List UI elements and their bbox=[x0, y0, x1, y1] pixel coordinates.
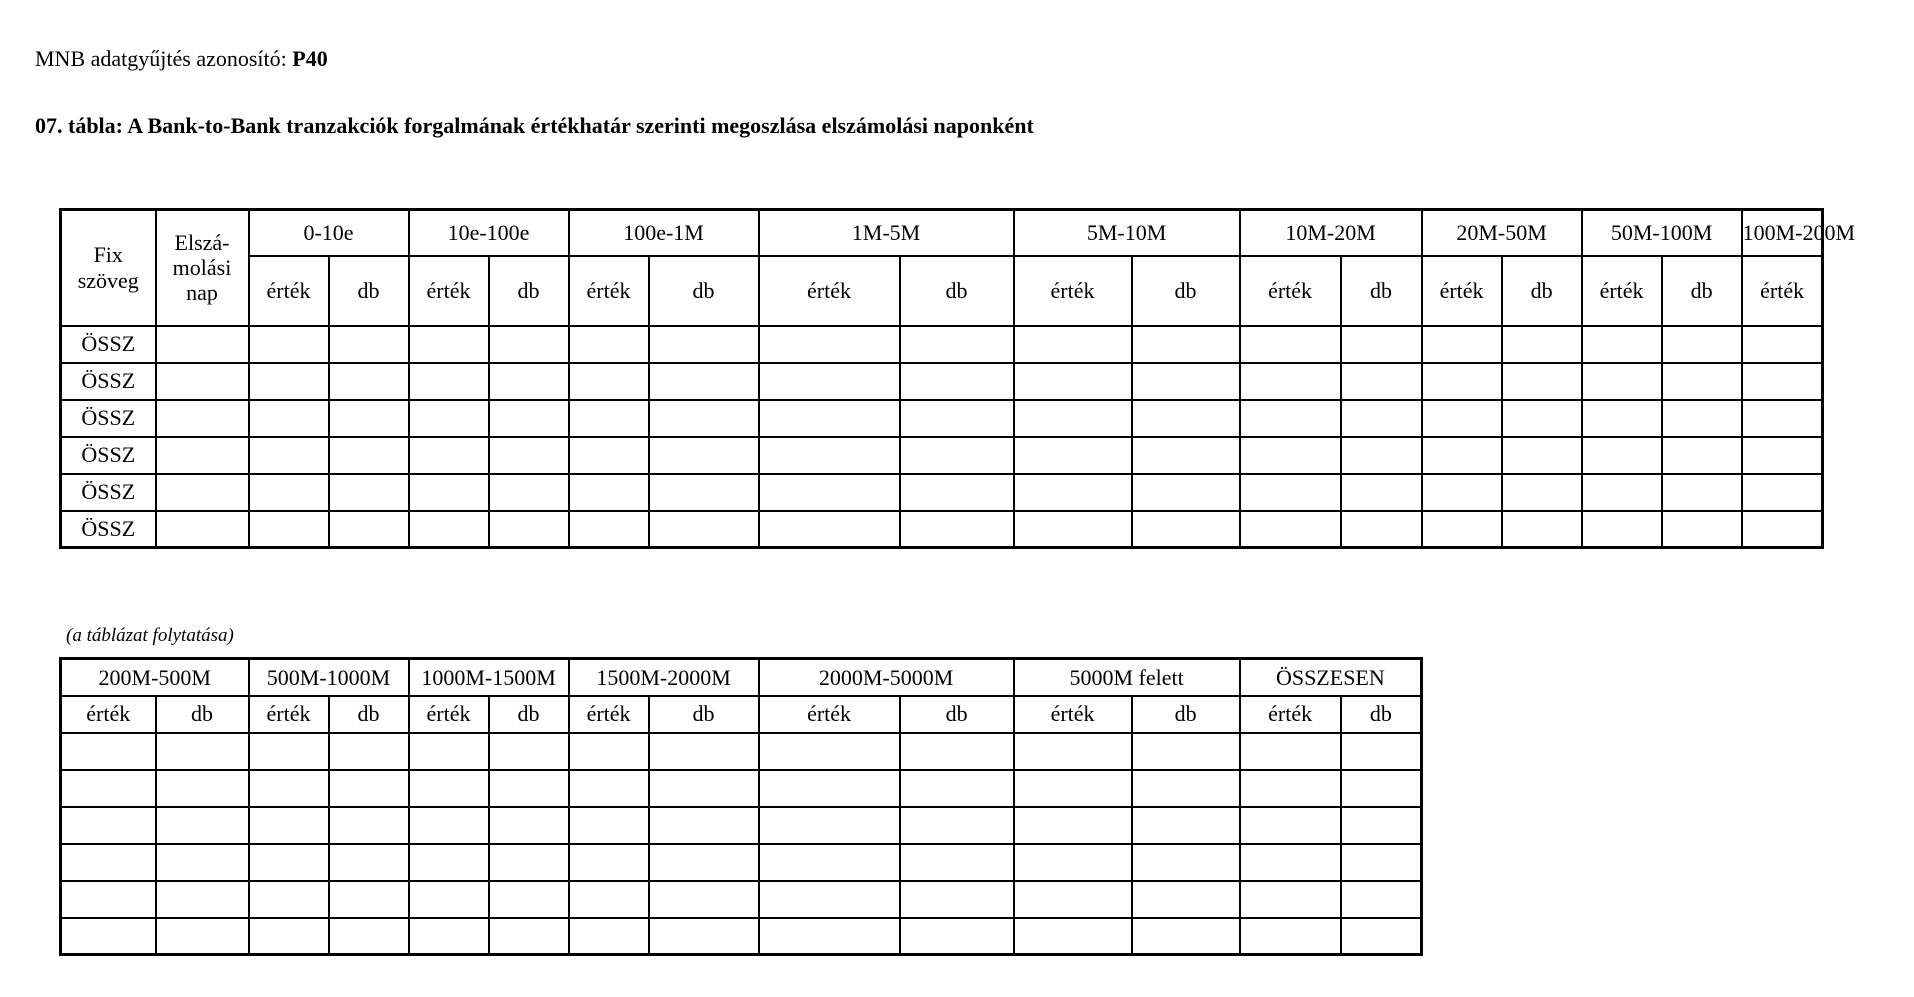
data-cell[interactable] bbox=[489, 437, 569, 474]
data-collection-id-code: P40 bbox=[292, 46, 328, 71]
value-range-header: 0-10e bbox=[249, 210, 409, 256]
data-cell[interactable] bbox=[569, 511, 649, 548]
data-cell[interactable] bbox=[569, 881, 649, 918]
data-cell[interactable] bbox=[156, 326, 249, 363]
data-cell[interactable] bbox=[249, 437, 329, 474]
data-cell[interactable] bbox=[156, 363, 249, 400]
data-cell[interactable] bbox=[1132, 918, 1240, 955]
data-cell[interactable] bbox=[1132, 511, 1240, 548]
data-cell[interactable] bbox=[900, 363, 1014, 400]
value-range-header: 100e-1M bbox=[569, 210, 759, 256]
data-cell[interactable] bbox=[156, 918, 249, 955]
data-cell[interactable] bbox=[900, 881, 1014, 918]
data-cell[interactable] bbox=[1582, 400, 1662, 437]
data-cell[interactable] bbox=[1341, 437, 1422, 474]
data-cell[interactable] bbox=[569, 844, 649, 881]
table-row bbox=[61, 918, 1422, 955]
data-cell[interactable] bbox=[249, 733, 329, 770]
data-cell[interactable] bbox=[1422, 474, 1502, 511]
data-cell[interactable] bbox=[409, 844, 489, 881]
data-cell[interactable] bbox=[759, 807, 900, 844]
data-cell[interactable] bbox=[1132, 400, 1240, 437]
value-range-header: 1M-5M bbox=[759, 210, 1014, 256]
header-row bbox=[61, 210, 1823, 256]
table-row bbox=[61, 807, 1422, 844]
data-cell[interactable] bbox=[900, 400, 1014, 437]
data-cell[interactable] bbox=[329, 511, 409, 548]
value-range-header: 100M-200M bbox=[1742, 210, 1823, 256]
data-cell[interactable] bbox=[489, 511, 569, 548]
data-cell[interactable] bbox=[1341, 881, 1422, 918]
data-cell[interactable] bbox=[1240, 511, 1341, 548]
data-cell[interactable] bbox=[649, 770, 759, 807]
data-cell[interactable] bbox=[409, 363, 489, 400]
data-cell[interactable] bbox=[489, 807, 569, 844]
data-cell[interactable] bbox=[409, 807, 489, 844]
data-cell[interactable] bbox=[569, 474, 649, 511]
data-cell[interactable] bbox=[1132, 733, 1240, 770]
data-cell[interactable] bbox=[489, 918, 569, 955]
data-cell[interactable] bbox=[1422, 511, 1502, 548]
row-label: ÖSSZ bbox=[61, 474, 156, 511]
data-cell[interactable] bbox=[249, 918, 329, 955]
sub-header-count: db bbox=[900, 696, 1014, 733]
table-row bbox=[61, 400, 1823, 437]
data-cell[interactable] bbox=[329, 400, 409, 437]
data-cell[interactable] bbox=[409, 400, 489, 437]
continuation-table bbox=[59, 657, 1423, 956]
data-cell[interactable] bbox=[489, 326, 569, 363]
data-cell[interactable] bbox=[1422, 400, 1502, 437]
value-range-header: 10M-20M bbox=[1240, 210, 1422, 256]
sub-header-count: db bbox=[649, 256, 759, 326]
data-cell[interactable] bbox=[156, 807, 249, 844]
data-cell[interactable] bbox=[649, 363, 759, 400]
data-cell[interactable] bbox=[900, 437, 1014, 474]
data-cell[interactable] bbox=[1502, 474, 1582, 511]
data-cell[interactable] bbox=[409, 770, 489, 807]
sub-header-value: érték bbox=[409, 696, 489, 733]
data-cell[interactable] bbox=[900, 918, 1014, 955]
data-cell[interactable] bbox=[1341, 733, 1422, 770]
data-cell[interactable] bbox=[409, 733, 489, 770]
sub-header-count: db bbox=[649, 696, 759, 733]
data-cell[interactable] bbox=[1132, 437, 1240, 474]
table-row bbox=[61, 326, 1823, 363]
data-cell[interactable] bbox=[649, 437, 759, 474]
data-cell[interactable] bbox=[156, 770, 249, 807]
sub-header-value: érték bbox=[409, 256, 489, 326]
data-cell[interactable] bbox=[900, 474, 1014, 511]
data-cell[interactable] bbox=[156, 437, 249, 474]
row-label: ÖSSZ bbox=[61, 326, 156, 363]
data-cell[interactable] bbox=[900, 770, 1014, 807]
data-cell[interactable] bbox=[409, 437, 489, 474]
data-cell[interactable] bbox=[1582, 474, 1662, 511]
table-row bbox=[61, 363, 1823, 400]
data-cell[interactable] bbox=[1341, 363, 1422, 400]
data-cell[interactable] bbox=[489, 844, 569, 881]
data-cell[interactable] bbox=[759, 400, 900, 437]
data-cell[interactable] bbox=[1742, 326, 1823, 363]
main-table bbox=[59, 208, 1856, 549]
data-cell[interactable] bbox=[759, 474, 900, 511]
data-cell[interactable] bbox=[1502, 437, 1582, 474]
data-cell[interactable] bbox=[569, 437, 649, 474]
data-cell[interactable] bbox=[759, 733, 900, 770]
table-row bbox=[61, 733, 1422, 770]
data-cell[interactable] bbox=[249, 770, 329, 807]
value-range-header: 200M-500M bbox=[61, 659, 249, 696]
value-range-header: 2000M-5000M bbox=[759, 659, 1014, 696]
data-cell[interactable] bbox=[649, 844, 759, 881]
data-cell[interactable] bbox=[1662, 326, 1742, 363]
data-cell[interactable] bbox=[1132, 844, 1240, 881]
table-row bbox=[61, 511, 1823, 548]
row-label: ÖSSZ bbox=[61, 511, 156, 548]
data-cell[interactable] bbox=[329, 326, 409, 363]
data-cell[interactable] bbox=[649, 474, 759, 511]
row-label: ÖSSZ bbox=[61, 363, 156, 400]
data-cell[interactable] bbox=[409, 326, 489, 363]
data-cell[interactable] bbox=[759, 511, 900, 548]
data-cell[interactable] bbox=[569, 770, 649, 807]
data-cell[interactable] bbox=[1662, 400, 1742, 437]
data-cell[interactable] bbox=[1014, 363, 1132, 400]
data-cell[interactable] bbox=[569, 807, 649, 844]
data-cell[interactable] bbox=[249, 363, 329, 400]
table-row bbox=[61, 437, 1823, 474]
data-cell[interactable] bbox=[1742, 363, 1823, 400]
data-cell[interactable] bbox=[1662, 437, 1742, 474]
sub-header-count: db bbox=[1132, 696, 1240, 733]
data-cell[interactable] bbox=[1014, 844, 1132, 881]
value-range-header: 500M-1000M bbox=[249, 659, 409, 696]
data-cell[interactable] bbox=[409, 881, 489, 918]
data-cell[interactable] bbox=[649, 400, 759, 437]
data-cell[interactable] bbox=[1341, 844, 1422, 881]
data-cell[interactable] bbox=[1662, 511, 1742, 548]
data-cell[interactable] bbox=[1240, 474, 1341, 511]
data-cell[interactable] bbox=[649, 511, 759, 548]
data-cell[interactable] bbox=[329, 770, 409, 807]
subheader-row bbox=[61, 696, 1422, 733]
data-cell[interactable] bbox=[1582, 437, 1662, 474]
data-cell[interactable] bbox=[1662, 363, 1742, 400]
data-cell[interactable] bbox=[569, 400, 649, 437]
data-cell[interactable] bbox=[249, 807, 329, 844]
data-cell[interactable] bbox=[1240, 437, 1341, 474]
data-cell[interactable] bbox=[1742, 511, 1823, 548]
data-cell[interactable] bbox=[61, 881, 156, 918]
data-cell[interactable] bbox=[489, 881, 569, 918]
sub-header-count: db bbox=[489, 696, 569, 733]
data-cell[interactable] bbox=[569, 733, 649, 770]
data-cell[interactable] bbox=[1240, 733, 1341, 770]
data-cell[interactable] bbox=[1582, 363, 1662, 400]
data-cell[interactable] bbox=[489, 474, 569, 511]
value-range-header: 5000M felett bbox=[1014, 659, 1240, 696]
data-cell[interactable] bbox=[1132, 881, 1240, 918]
sub-header-count: db bbox=[900, 256, 1014, 326]
data-cell[interactable] bbox=[1014, 511, 1132, 548]
data-cell[interactable] bbox=[1014, 400, 1132, 437]
data-cell[interactable] bbox=[1132, 807, 1240, 844]
data-cell[interactable] bbox=[249, 326, 329, 363]
data-cell[interactable] bbox=[249, 881, 329, 918]
data-cell[interactable] bbox=[649, 881, 759, 918]
row-label: ÖSSZ bbox=[61, 400, 156, 437]
data-collection-id-label: MNB adatgyűjtés azonosító: bbox=[35, 46, 287, 71]
subheader-row bbox=[61, 256, 1823, 326]
table-title: 07. tábla: A Bank-to-Bank tranzakciók forgalmának értékhatár szerinti megoszlása elszámolási naponként bbox=[35, 113, 1034, 138]
data-cell[interactable] bbox=[156, 511, 249, 548]
data-cell[interactable] bbox=[900, 326, 1014, 363]
data-cell[interactable] bbox=[1341, 511, 1422, 548]
data-cell[interactable] bbox=[156, 881, 249, 918]
data-cell[interactable] bbox=[329, 474, 409, 511]
value-range-header: 5M-10M bbox=[1014, 210, 1240, 256]
value-range-header: 20M-50M bbox=[1422, 210, 1582, 256]
data-cell[interactable] bbox=[1240, 807, 1341, 844]
data-cell[interactable] bbox=[1014, 918, 1132, 955]
data-cell[interactable] bbox=[329, 363, 409, 400]
sub-header-value: érték bbox=[1582, 256, 1662, 326]
value-range-header: ÖSSZESEN bbox=[1240, 659, 1422, 696]
data-cell[interactable] bbox=[1240, 881, 1341, 918]
data-cell[interactable] bbox=[569, 918, 649, 955]
sub-header-count: db bbox=[329, 256, 409, 326]
data-cell[interactable] bbox=[61, 770, 156, 807]
data-cell[interactable] bbox=[249, 511, 329, 548]
sub-header-value: érték bbox=[249, 256, 329, 326]
data-cell[interactable] bbox=[489, 400, 569, 437]
col-header-settlement-day: Elszá-molási nap bbox=[156, 210, 249, 326]
data-cell[interactable] bbox=[156, 733, 249, 770]
data-cell[interactable] bbox=[1240, 918, 1341, 955]
table-row bbox=[61, 881, 1422, 918]
data-cell[interactable] bbox=[249, 474, 329, 511]
data-cell[interactable] bbox=[329, 437, 409, 474]
data-cell[interactable] bbox=[1502, 511, 1582, 548]
data-cell[interactable] bbox=[759, 326, 900, 363]
data-cell[interactable] bbox=[61, 844, 156, 881]
continuation-note: (a táblázat folytatása) bbox=[66, 625, 234, 646]
data-cell[interactable] bbox=[489, 733, 569, 770]
data-cell[interactable] bbox=[900, 511, 1014, 548]
data-cell[interactable] bbox=[1582, 511, 1662, 548]
data-cell[interactable] bbox=[1014, 881, 1132, 918]
data-cell[interactable] bbox=[249, 844, 329, 881]
data-cell[interactable] bbox=[1341, 326, 1422, 363]
data-cell[interactable] bbox=[1341, 918, 1422, 955]
data-cell[interactable] bbox=[329, 918, 409, 955]
data-cell[interactable] bbox=[156, 400, 249, 437]
data-cell[interactable] bbox=[1014, 326, 1132, 363]
data-cell[interactable] bbox=[1742, 400, 1823, 437]
sub-header-value: érték bbox=[759, 696, 900, 733]
sub-header-value: érték bbox=[249, 696, 329, 733]
sub-header-value: érték bbox=[1240, 696, 1341, 733]
data-cell[interactable] bbox=[759, 881, 900, 918]
row-label: ÖSSZ bbox=[61, 437, 156, 474]
data-cell[interactable] bbox=[1132, 326, 1240, 363]
data-cell[interactable] bbox=[489, 363, 569, 400]
data-cell[interactable] bbox=[61, 918, 156, 955]
data-cell[interactable] bbox=[1422, 326, 1502, 363]
value-range-header: 50M-100M bbox=[1582, 210, 1742, 256]
sub-header-count: db bbox=[1662, 256, 1742, 326]
data-cell[interactable] bbox=[1014, 437, 1132, 474]
sub-header-value: érték bbox=[759, 256, 900, 326]
sub-header-count: db bbox=[1132, 256, 1240, 326]
data-cell[interactable] bbox=[649, 733, 759, 770]
value-range-header: 1000M-1500M bbox=[409, 659, 569, 696]
sub-header-count: db bbox=[1502, 256, 1582, 326]
data-cell[interactable] bbox=[569, 326, 649, 363]
data-cell[interactable] bbox=[1341, 400, 1422, 437]
table-row bbox=[61, 844, 1422, 881]
data-cell[interactable] bbox=[649, 326, 759, 363]
data-cell[interactable] bbox=[156, 474, 249, 511]
table-row bbox=[61, 770, 1422, 807]
data-cell[interactable] bbox=[1582, 326, 1662, 363]
data-cell[interactable] bbox=[1014, 474, 1132, 511]
data-cell[interactable] bbox=[329, 844, 409, 881]
data-cell[interactable] bbox=[900, 733, 1014, 770]
sub-header-count: db bbox=[156, 696, 249, 733]
col-header-fix-text: Fix szöveg bbox=[61, 210, 156, 326]
data-cell[interactable] bbox=[759, 844, 900, 881]
data-cell[interactable] bbox=[156, 844, 249, 881]
data-cell[interactable] bbox=[759, 918, 900, 955]
data-cell[interactable] bbox=[329, 733, 409, 770]
data-cell[interactable] bbox=[1240, 844, 1341, 881]
data-cell[interactable] bbox=[1240, 400, 1341, 437]
table-row bbox=[61, 474, 1823, 511]
data-cell[interactable] bbox=[329, 807, 409, 844]
sub-header-value: érték bbox=[1742, 256, 1823, 326]
data-cell[interactable] bbox=[1014, 807, 1132, 844]
sub-header-count: db bbox=[1341, 696, 1422, 733]
data-cell[interactable] bbox=[1422, 437, 1502, 474]
data-cell[interactable] bbox=[1132, 363, 1240, 400]
data-cell[interactable] bbox=[1742, 474, 1823, 511]
sub-header-value: érték bbox=[1014, 696, 1132, 733]
sub-header-count: db bbox=[1341, 256, 1422, 326]
data-cell[interactable] bbox=[1240, 326, 1341, 363]
data-cell[interactable] bbox=[329, 881, 409, 918]
sub-header-value: érték bbox=[61, 696, 156, 733]
data-cell[interactable] bbox=[409, 511, 489, 548]
data-cell[interactable] bbox=[1502, 363, 1582, 400]
data-cell[interactable] bbox=[61, 807, 156, 844]
data-cell[interactable] bbox=[1502, 400, 1582, 437]
data-cell[interactable] bbox=[1341, 474, 1422, 511]
data-cell[interactable] bbox=[649, 807, 759, 844]
sub-header-value: érték bbox=[569, 696, 649, 733]
data-cell[interactable] bbox=[1662, 474, 1742, 511]
data-cell[interactable] bbox=[900, 807, 1014, 844]
data-cell[interactable] bbox=[1502, 326, 1582, 363]
data-cell[interactable] bbox=[649, 918, 759, 955]
data-cell[interactable] bbox=[1341, 770, 1422, 807]
data-cell[interactable] bbox=[569, 363, 649, 400]
sub-header-count: db bbox=[329, 696, 409, 733]
data-cell[interactable] bbox=[900, 844, 1014, 881]
data-cell[interactable] bbox=[249, 400, 329, 437]
header-row bbox=[61, 659, 1422, 696]
data-cell[interactable] bbox=[759, 363, 900, 400]
sub-header-count: db bbox=[489, 256, 569, 326]
sub-header-value: érték bbox=[1014, 256, 1132, 326]
data-cell[interactable] bbox=[759, 770, 900, 807]
sub-header-value: érték bbox=[569, 256, 649, 326]
data-cell[interactable] bbox=[1240, 770, 1341, 807]
data-cell[interactable] bbox=[1132, 474, 1240, 511]
data-cell[interactable] bbox=[61, 733, 156, 770]
data-cell[interactable] bbox=[1422, 363, 1502, 400]
sub-header-value: érték bbox=[1422, 256, 1502, 326]
value-range-header: 10e-100e bbox=[409, 210, 569, 256]
data-cell[interactable] bbox=[1014, 733, 1132, 770]
data-cell[interactable] bbox=[1742, 437, 1823, 474]
data-cell[interactable] bbox=[759, 437, 900, 474]
data-cell[interactable] bbox=[1240, 363, 1341, 400]
sub-header-value: érték bbox=[1240, 256, 1341, 326]
data-cell[interactable] bbox=[1014, 770, 1132, 807]
data-cell[interactable] bbox=[489, 770, 569, 807]
data-cell[interactable] bbox=[409, 474, 489, 511]
value-range-header: 1500M-2000M bbox=[569, 659, 759, 696]
data-cell[interactable] bbox=[1341, 807, 1422, 844]
data-cell[interactable] bbox=[1132, 770, 1240, 807]
data-collection-id bbox=[35, 46, 328, 72]
data-cell[interactable] bbox=[409, 918, 489, 955]
